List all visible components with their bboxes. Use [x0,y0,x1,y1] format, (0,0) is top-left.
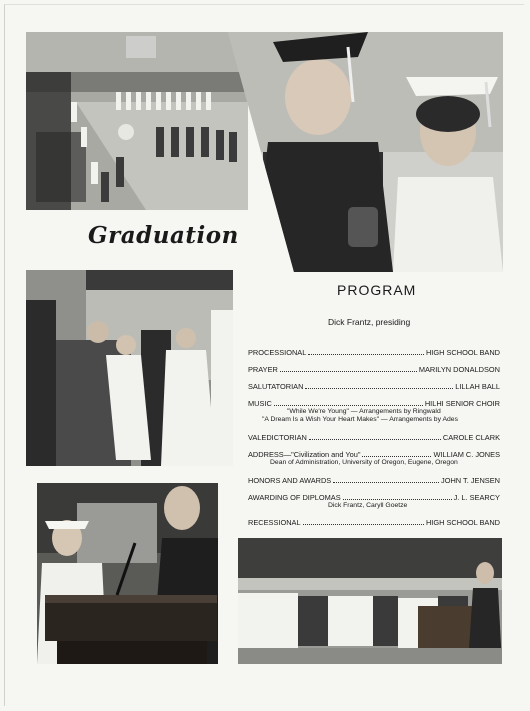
leader-dots [280,365,417,372]
program-presiding: Dick Frantz, presiding [328,317,411,327]
program-row [248,476,500,485]
program-item-name: ADDRESS—"Civilization and You" [248,450,361,459]
leader-dots [333,476,439,483]
leader-dots [362,450,431,457]
program-item-name: HONORS AND AWARDS [248,476,332,485]
program-item-value: LILLAH BALL [455,382,500,391]
music-line-2: "A Dream Is a Wish Your Heart Makes" — Arrangements by Ades [262,416,458,423]
program-item-name: VALEDICTORIAN [248,433,307,442]
program-item-value: MARILYN DONALDSON [418,365,500,374]
audience-choir-photo [238,538,502,664]
podium-speaker-photo [37,483,218,664]
program-title: PROGRAM [337,282,417,298]
program-item-value: JOHN T. JENSEN [441,476,500,485]
diplomas-note: Dick Frantz, Caryll Goetze [328,502,408,509]
leader-dots [309,433,441,440]
leader-dots [305,382,453,389]
leader-dots [274,399,423,406]
music-line-1: "While We're Young" — Arrangements by Ringwald [287,408,441,415]
program-item-name: RECESSIONAL [248,518,301,527]
program-item-name: PROCESSIONAL [248,348,307,357]
leader-dots [343,493,452,500]
headline: Graduation [88,222,239,249]
program-row [248,382,500,391]
program-item-value: HIGH SCHOOL BAND [425,348,500,357]
program-item-value: HIGH SCHOOL BAND [425,518,500,527]
program-item-name: SALUTATORIAN [248,382,304,391]
program-row [248,365,500,374]
gym-ceremony-photo [26,32,248,210]
program-item-name: AWARDING OF DIPLOMAS [248,493,341,502]
program-item-name: MUSIC [248,399,272,408]
program-row [248,433,500,442]
program-row [248,348,500,357]
program-item-name: PRAYER [248,365,278,374]
gowning-room-photo [26,270,233,466]
leader-dots [308,348,424,355]
program-item-value: WILLIAM C. JONES [433,450,500,459]
program-row [248,493,500,502]
program-item-value: CAROLE CLARK [442,433,500,442]
program-row [248,450,500,459]
leader-dots [303,518,424,525]
program-row [248,518,500,527]
program-item-value: J. L. SEARCY [453,493,500,502]
address-note: Dean of Administration, University of Oregon, Eugene, Oregon [270,459,458,466]
program-row [248,399,500,408]
program-item-value: HILHI SENIOR CHOIR [424,399,500,408]
